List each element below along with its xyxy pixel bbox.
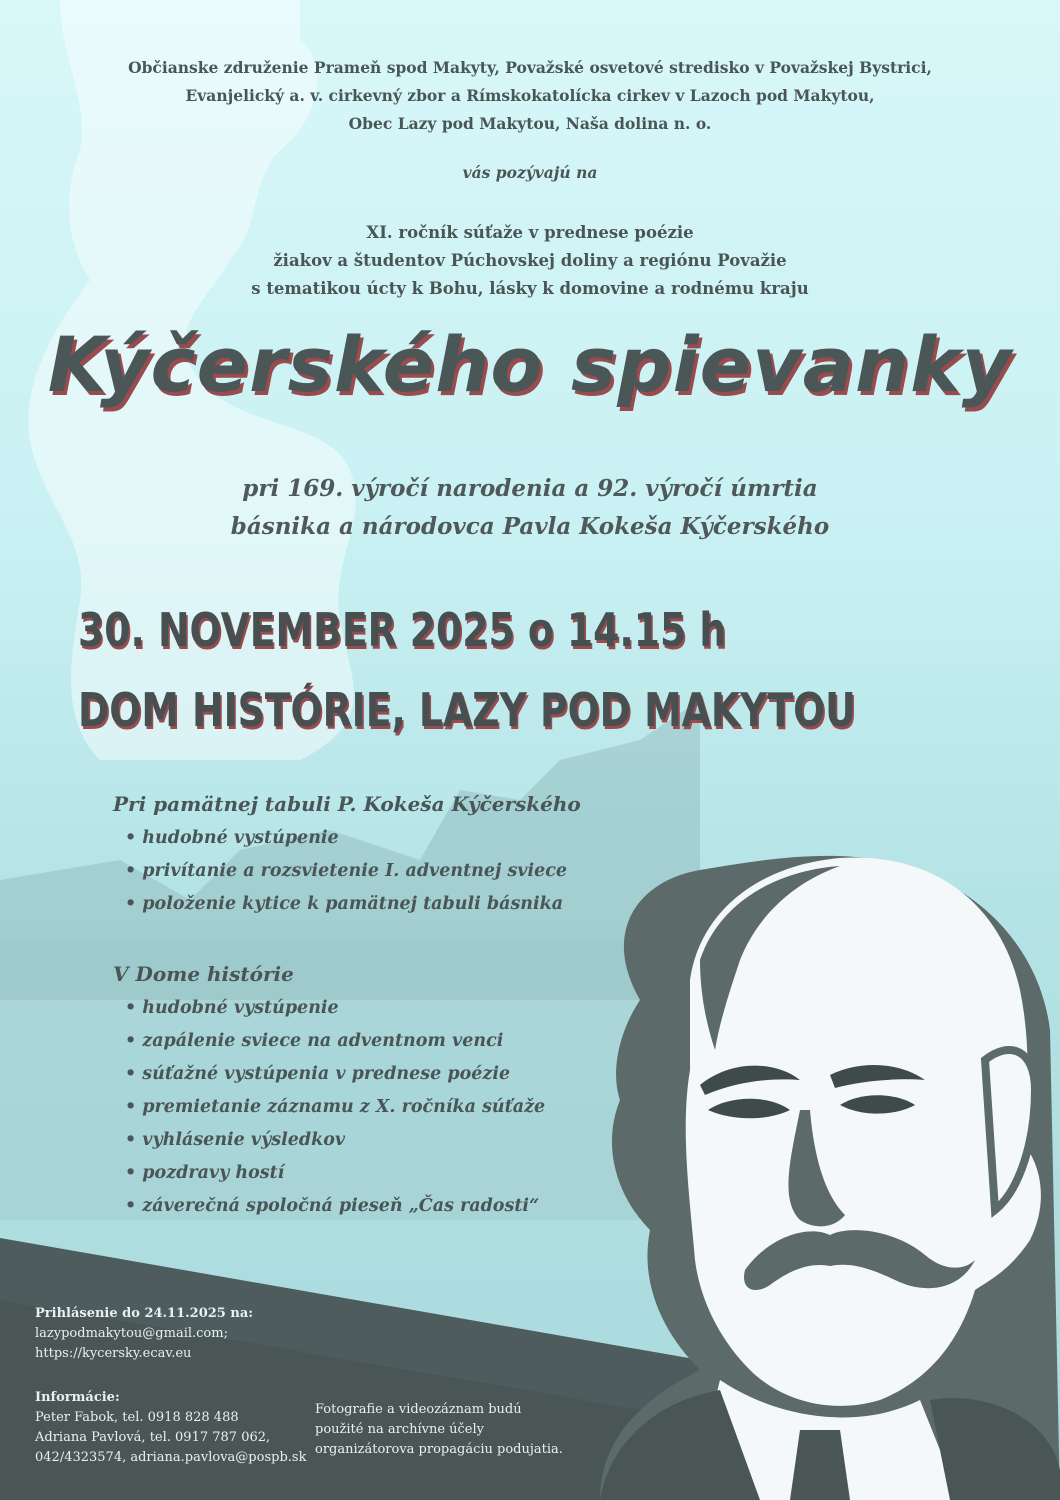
invite-text: vás pozývajú na (462, 163, 598, 182)
note-line: Fotografie a videozáznam budú (315, 1402, 522, 1417)
registration-block (35, 1304, 253, 1364)
program-item: • položenie kytice k pamätnej tabuli básnika (125, 888, 581, 921)
tie (790, 1430, 850, 1500)
organizers-line: Evanjelický a. v. cirkevný zbor a Rímskokatolícka cirkev v Lazoch pod Makytou, (185, 86, 875, 105)
event-title: Kýčerského spievanky (47, 320, 1013, 409)
program-item: • hudobné vystúpenie (125, 822, 581, 855)
organizers-block (0, 54, 1060, 138)
subtitle-line: pri 169. výročí narodenia a 92. výročí úmrtia (242, 475, 818, 502)
registration-heading: Prihlásenie do 24.11.2025 na: (35, 1306, 254, 1321)
subtitle-block (0, 470, 1060, 546)
program-item: • pozdravy hostí (125, 1157, 545, 1190)
info-line: 042/4323574, adriana.pavlova@pospb.sk (35, 1450, 307, 1465)
poet-portrait (600, 856, 1060, 1500)
program-heading: V Dome histórie (113, 962, 294, 986)
organizers-line: Obec Lazy pod Makytou, Naša dolina n. o. (348, 114, 712, 133)
media-note (315, 1400, 563, 1460)
registration-web[interactable]: https://kycersky.ecav.eu (35, 1346, 192, 1361)
info-line: Peter Fabok, tel. 0918 828 488 (35, 1410, 239, 1425)
contest-line: XI. ročník súťaže v prednese poézie (366, 223, 694, 242)
subtitle-line: básnika a národovca Pavla Kokeša Kýčerského (230, 513, 830, 540)
program-item: • záverečná spoločná pieseň „Čas radosti“ (125, 1190, 545, 1223)
info-line: Adriana Pavlová, tel. 0917 787 062, (35, 1430, 271, 1445)
program-item: • premietanie záznamu z X. ročníka súťaže (125, 1091, 545, 1124)
program-item: • zapálenie sviece na adventnom venci (125, 1025, 545, 1058)
organizers-line: Občianske združenie Prameň spod Makyty, Považské osvetové stredisko v Považskej Bystrici, (128, 58, 932, 77)
contest-block (0, 219, 1060, 303)
program-part-2 (113, 962, 545, 1223)
event-date: 30. NOVEMBER 2025 o 14.15 h (78, 603, 727, 657)
contest-line: s tematikou úcty k Bohu, lásky k domovine a rodnému kraju (251, 279, 809, 298)
program-item: • súťažné vystúpenia v prednese poézie (125, 1058, 545, 1091)
info-block (35, 1388, 306, 1468)
note-line: organizátorova propagáciu podujatia. (315, 1442, 563, 1457)
program-heading: Pri pamätnej tabuli P. Kokeša Kýčerského (113, 792, 581, 816)
date-place-block (78, 590, 856, 750)
program-item: • hudobné vystúpenie (125, 992, 545, 1025)
program-part-1 (113, 792, 581, 921)
event-place: DOM HISTÓRIE, LAZY POD MAKYTOU (78, 683, 856, 737)
info-heading: Informácie: (35, 1390, 120, 1405)
program-item: • vyhlásenie výsledkov (125, 1124, 545, 1157)
program-item: • privítanie a rozsvietenie I. adventnej sviece (125, 855, 581, 888)
contest-line: žiakov a študentov Púchovskej doliny a regiónu Považie (273, 251, 787, 270)
note-line: použité na archívne účely (315, 1422, 484, 1437)
registration-email[interactable]: lazypodmakytou@gmail.com; (35, 1326, 228, 1341)
